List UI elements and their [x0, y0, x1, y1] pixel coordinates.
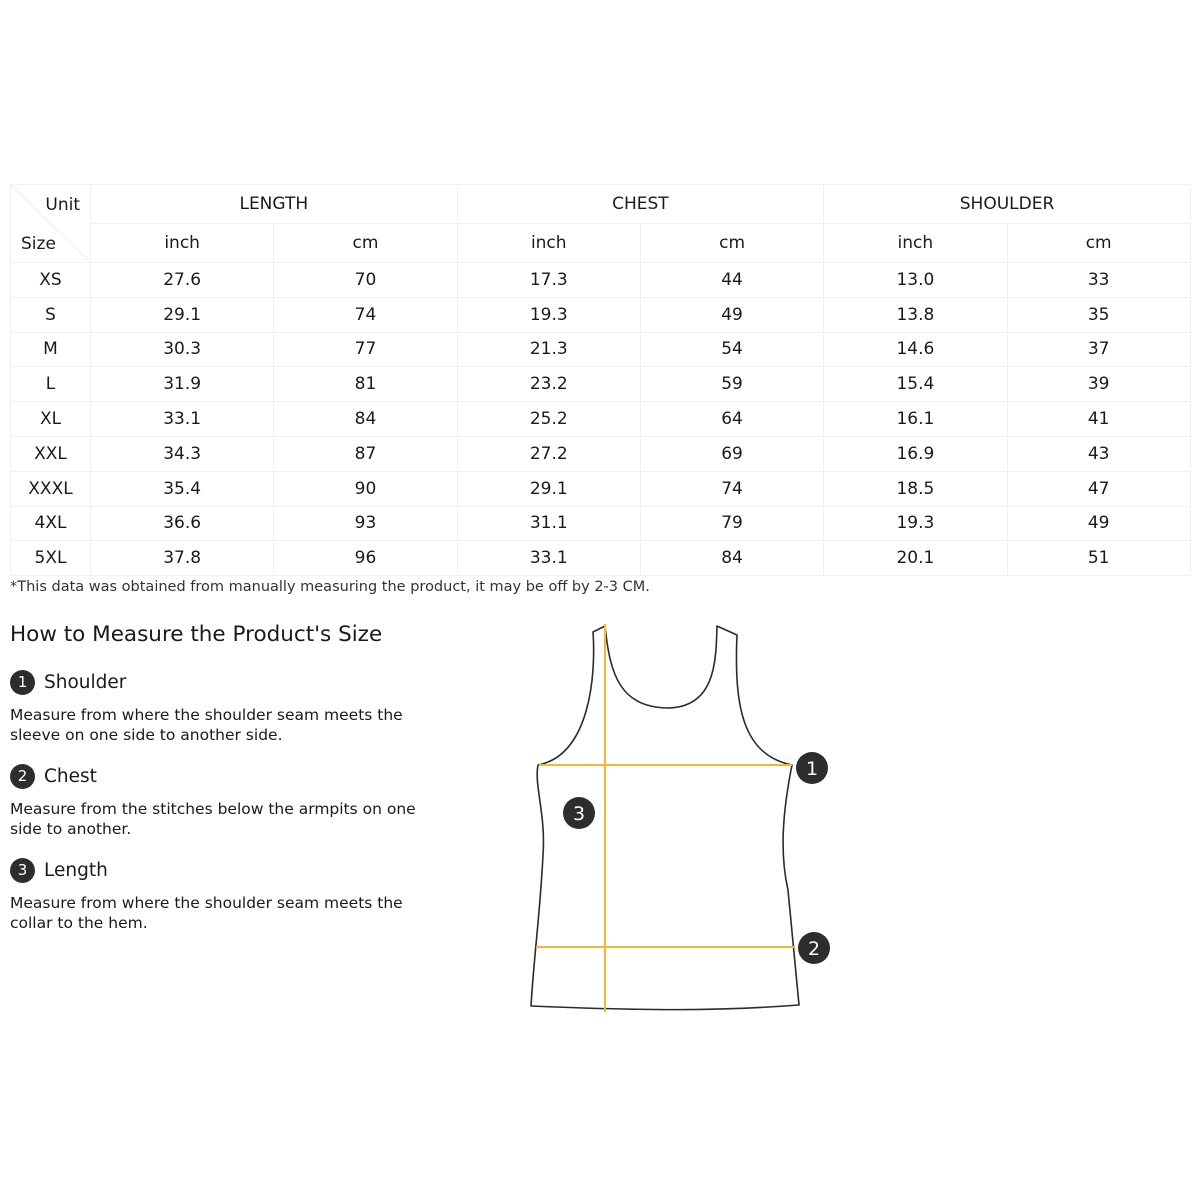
- marker-2-label: 2: [807, 938, 821, 960]
- measurement-cell: 87: [274, 436, 457, 471]
- measurement-cell: 37.8: [91, 541, 274, 576]
- unit-header: cm: [640, 224, 823, 263]
- measurement-cell: 19.3: [457, 297, 640, 332]
- measurement-cell: 35.4: [91, 471, 274, 506]
- table-row: [11, 297, 1191, 332]
- size-cell: L: [11, 367, 91, 402]
- measurement-cell: 69: [640, 436, 823, 471]
- marker-3: [563, 797, 595, 829]
- step-description-line: sleeve on one side to another side.: [10, 726, 283, 744]
- measurement-cell: 31.9: [91, 367, 274, 402]
- marker-1: [796, 752, 828, 784]
- step-number-badge: 3: [10, 858, 35, 883]
- measurement-cell: 13.8: [824, 297, 1007, 332]
- measurement-cell: 15.4: [824, 367, 1007, 402]
- table-row: [11, 402, 1191, 437]
- measurement-cell: 25.2: [457, 402, 640, 437]
- unit-header: inch: [824, 224, 1007, 263]
- marker-1-label: 1: [805, 758, 819, 780]
- measurement-disclaimer: *This data was obtained from manually measuring the product, it may be off by 2-3 CM.: [10, 579, 650, 595]
- measurement-cell: 27.6: [91, 263, 274, 298]
- measurement-cell: 79: [640, 506, 823, 541]
- step-title: Shoulder: [44, 671, 127, 693]
- measurement-cell: 96: [274, 541, 457, 576]
- group-chest: CHEST: [457, 185, 824, 224]
- measurement-cell: 93: [274, 506, 457, 541]
- step-description: [10, 799, 430, 839]
- measurement-cell: 84: [274, 402, 457, 437]
- measurement-cell: 43: [1007, 436, 1190, 471]
- table-row: [11, 436, 1191, 471]
- measurement-cell: 84: [640, 541, 823, 576]
- size-cell: M: [11, 332, 91, 367]
- size-cell: 4XL: [11, 506, 91, 541]
- measurement-cell: 21.3: [457, 332, 640, 367]
- step-description-line: Measure from where the shoulder seam meets the: [10, 894, 403, 912]
- unit-label: Unit: [45, 195, 80, 215]
- measurement-cell: 54: [640, 332, 823, 367]
- unit-header: inch: [91, 224, 274, 263]
- howto-title: How to Measure the Product's Size: [10, 622, 383, 647]
- size-cell: XS: [11, 263, 91, 298]
- table-row: [11, 332, 1191, 367]
- step-description-line: Measure from where the shoulder seam meets the: [10, 706, 403, 724]
- unit-header: cm: [1007, 224, 1190, 263]
- step-shoulder: [10, 669, 430, 745]
- measurement-cell: 17.3: [457, 263, 640, 298]
- corner-header: [11, 185, 91, 263]
- measurement-cell: 20.1: [824, 541, 1007, 576]
- measurement-cell: 13.0: [824, 263, 1007, 298]
- step-chest: [10, 763, 430, 839]
- group-length: LENGTH: [91, 185, 458, 224]
- unit-header: cm: [274, 224, 457, 263]
- unit-header: inch: [457, 224, 640, 263]
- table-row: [11, 541, 1191, 576]
- measurement-cell: 51: [1007, 541, 1190, 576]
- measurement-cell: 14.6: [824, 332, 1007, 367]
- measurement-cell: 19.3: [824, 506, 1007, 541]
- group-shoulder: SHOULDER: [824, 185, 1191, 224]
- size-cell: XL: [11, 402, 91, 437]
- table-row: [11, 471, 1191, 506]
- group-header-row: [11, 185, 1191, 224]
- measurement-cell: 49: [640, 297, 823, 332]
- measurement-cell: 30.3: [91, 332, 274, 367]
- measurement-cell: 37: [1007, 332, 1190, 367]
- table-row: [11, 506, 1191, 541]
- size-cell: XXXL: [11, 471, 91, 506]
- step-description-line: Measure from the stitches below the armpits on one: [10, 800, 416, 818]
- measurement-cell: 64: [640, 402, 823, 437]
- measurement-cell: 41: [1007, 402, 1190, 437]
- measurement-cell: 23.2: [457, 367, 640, 402]
- measurement-cell: 27.2: [457, 436, 640, 471]
- size-cell: XXL: [11, 436, 91, 471]
- measurement-cell: 70: [274, 263, 457, 298]
- size-chart-table: [10, 184, 1191, 576]
- measurement-cell: 16.9: [824, 436, 1007, 471]
- measurement-cell: 74: [640, 471, 823, 506]
- measurement-cell: 59: [640, 367, 823, 402]
- measurement-cell: 18.5: [824, 471, 1007, 506]
- step-description-line: collar to the hem.: [10, 914, 148, 932]
- step-title: Chest: [44, 765, 97, 787]
- step-description-line: side to another.: [10, 820, 132, 838]
- measurement-cell: 16.1: [824, 402, 1007, 437]
- size-label: Size: [21, 234, 56, 254]
- table-row: [11, 263, 1191, 298]
- measurement-cell: 34.3: [91, 436, 274, 471]
- unit-header-row: [11, 224, 1191, 263]
- measurement-cell: 49: [1007, 506, 1190, 541]
- marker-3-label: 3: [572, 803, 586, 825]
- measurement-cell: 31.1: [457, 506, 640, 541]
- measurement-cell: 47: [1007, 471, 1190, 506]
- measurement-cell: 33.1: [91, 402, 274, 437]
- step-description: [10, 893, 430, 933]
- measurement-cell: 33: [1007, 263, 1190, 298]
- step-description: [10, 705, 430, 745]
- measurement-cell: 29.1: [457, 471, 640, 506]
- measurement-cell: 36.6: [91, 506, 274, 541]
- measurement-cell: 74: [274, 297, 457, 332]
- measurement-cell: 35: [1007, 297, 1190, 332]
- measurement-cell: 39: [1007, 367, 1190, 402]
- table-row: [11, 367, 1191, 402]
- measurement-cell: 33.1: [457, 541, 640, 576]
- step-number-badge: 1: [10, 670, 35, 695]
- measurement-cell: 29.1: [91, 297, 274, 332]
- step-length: [10, 857, 430, 933]
- step-number-badge: 2: [10, 764, 35, 789]
- measurement-cell: 90: [274, 471, 457, 506]
- step-title: Length: [44, 859, 108, 881]
- size-cell: S: [11, 297, 91, 332]
- measurement-cell: 44: [640, 263, 823, 298]
- measurement-cell: 77: [274, 332, 457, 367]
- size-cell: 5XL: [11, 541, 91, 576]
- measurement-cell: 81: [274, 367, 457, 402]
- tank-top-diagram: [520, 615, 850, 1025]
- marker-2: [798, 932, 830, 964]
